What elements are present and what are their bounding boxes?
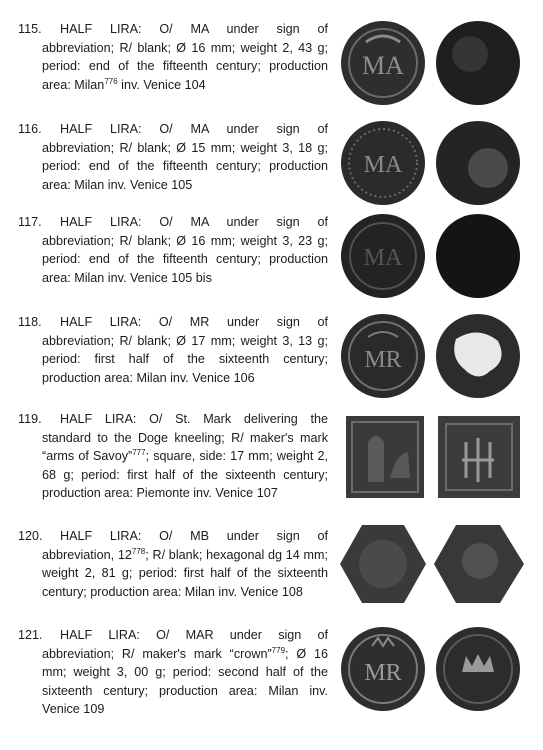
entry-line: abbreviation; R/ blank; Ø 16 mm; weight 3, 23 g; xyxy=(42,233,328,248)
entry-line: period: end of the fifteenth century; production xyxy=(42,159,328,174)
footnote-ref: 778 xyxy=(131,546,146,556)
entry-line: 121. HALF LIRA: O/ MAR under sign of xyxy=(18,626,328,645)
entry-line: production area: Piemonte inv. Venice 107 xyxy=(42,486,278,501)
coin-photo xyxy=(338,211,528,301)
entry-line: 115. HALF LIRA: O/ MA under sign of xyxy=(18,20,328,39)
entry-line: mm; weight 3, 00 g; period: second half of the xyxy=(42,665,328,680)
entry-line: 120. HALF LIRA: O/ MB under sign of xyxy=(18,527,328,546)
entry-text xyxy=(18,313,328,387)
footnote-ref: 776 xyxy=(104,76,118,86)
entry-line: standard to the Doge kneeling; R/ maker's mark xyxy=(42,430,328,445)
entry-number: 116. xyxy=(18,122,42,136)
entry-line: abbreviation; R/ blank; Ø 16 mm; weight 2, 43 g; xyxy=(42,40,328,55)
entry-line: production area: Milan inv. Venice 106 xyxy=(42,370,255,385)
entry-line: abbreviation; R/ blank; Ø 17 mm; weight 3, 13 g; xyxy=(42,333,328,348)
entry-text xyxy=(18,410,328,503)
entry-line: area: Milan$^{776}$ inv. Venice 104 xyxy=(42,76,206,92)
entry-line: area: Milan inv. Venice 105 bis xyxy=(42,270,212,285)
entry-number: 118. xyxy=(18,315,42,329)
entry-line: area: Milan inv. Venice 105 xyxy=(42,177,193,192)
entry-number: 115. xyxy=(18,22,42,36)
entry-text xyxy=(18,20,328,94)
entry-line: period: end of the fifteenth century; production xyxy=(42,252,328,267)
entry-line: period: end of the fifteenth century; production xyxy=(42,59,328,74)
entry-line: 68 g; period: first half of the sixteenth century; xyxy=(42,467,328,482)
obverse-lettering: MR xyxy=(364,347,402,373)
entry-number: 117. xyxy=(18,215,42,229)
coin-photo xyxy=(338,18,528,108)
entry-number: 120. xyxy=(18,529,43,543)
footnote-ref: 779 xyxy=(271,645,286,655)
entry-line: century; production area: Milan inv. Venice 108 xyxy=(42,584,303,599)
coin-photo xyxy=(338,412,528,502)
entry-text xyxy=(18,527,328,601)
entry-text xyxy=(18,120,328,194)
entry-text xyxy=(18,213,328,287)
footnote-ref: 777 xyxy=(132,448,146,457)
entry-line: 119. HALF LIRA: O/ St. Mark delivering the xyxy=(18,410,328,429)
obverse-lettering: MA xyxy=(363,245,403,271)
entry-text xyxy=(18,626,328,719)
coin-photo xyxy=(338,519,528,609)
coin-photo xyxy=(338,311,528,401)
entry-line: abbreviation; R/ blank; Ø 15 mm; weight 3, 18 g; xyxy=(42,140,328,155)
obverse-lettering: MR xyxy=(364,660,402,686)
entry-number: 119. xyxy=(18,412,42,426)
coin-photo xyxy=(338,118,528,208)
entry-line: “arms of Savoy”$^{777}$; square, side: 17 mm; weight 2, xyxy=(42,448,328,464)
obverse-lettering: MA xyxy=(363,152,403,178)
obverse-coin xyxy=(346,416,424,498)
entry-line: Venice 109 xyxy=(42,702,105,717)
obverse-lettering: MA xyxy=(362,51,404,80)
entry-line: abbreviation; R/ maker's mark “crown”$^{779}$; Ø 16 xyxy=(42,645,328,661)
entry-line: period: first half of the sixteenth century; xyxy=(42,352,328,367)
entry-line: sixteenth century; production area: Milan inv. xyxy=(42,683,328,698)
entry-line: 117. HALF LIRA: O/ MA under sign of xyxy=(18,213,328,232)
entry-line: abbreviation, $12^{778}$; R/ blank; hexagonal dg 14 mm; xyxy=(42,546,328,562)
entry-line: 118. HALF LIRA: O/ MR under sign of xyxy=(18,313,328,332)
entry-line: 116. HALF LIRA: O/ MA under sign of xyxy=(18,120,328,139)
entry-number: 121. xyxy=(18,628,43,642)
coin-photo xyxy=(338,624,528,714)
entry-line: weight 2, 81 g; period: first half of the sixteenth xyxy=(42,566,328,581)
reverse-coin xyxy=(436,214,520,298)
